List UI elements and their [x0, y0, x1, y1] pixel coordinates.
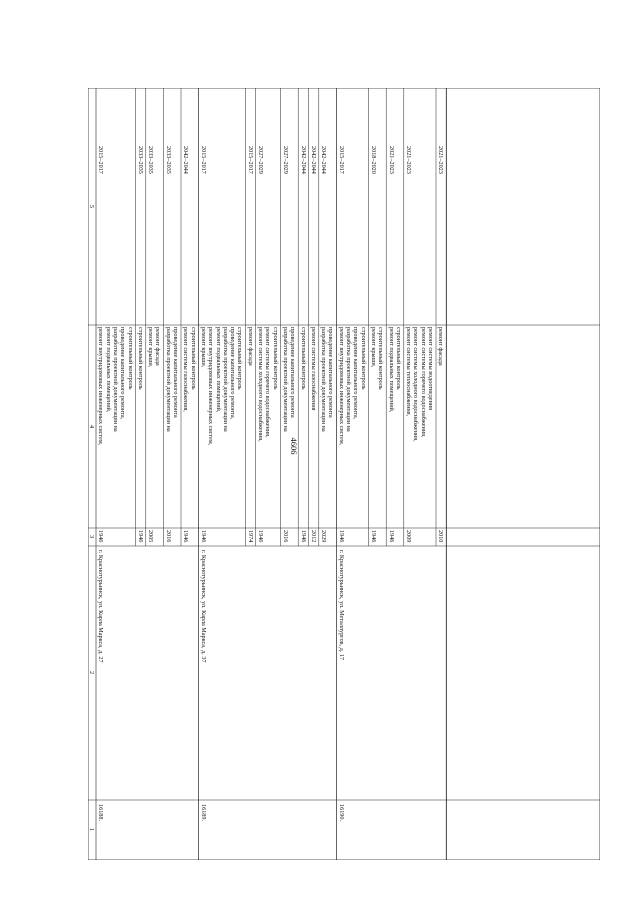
row-work-line: ремонт крыши, [199, 327, 207, 368]
row-work-line: ремонт системы горячего водоснабжения, [419, 327, 427, 438]
row-work-line: ремонт системы газоснабжения, [182, 327, 190, 412]
row-work-line: проведение капитального ремонта [172, 327, 179, 418]
row-address: г. Краснотурьинск, ул. Металлургов, д. 17 [337, 550, 345, 661]
row-year: 1946 [257, 530, 264, 543]
row-period: 2021–2023 [437, 146, 445, 174]
rotated-table [88, 88, 600, 860]
row-period: 2015–2017 [337, 146, 345, 174]
row-work-line: разработка проектной документации на [221, 327, 229, 432]
row-work-line: строительный контроль [394, 327, 402, 390]
row-work-line: проведение капитального ремонта, [119, 327, 127, 420]
page-number: 4606 [289, 437, 299, 455]
row-period: 2015–2017 [246, 146, 254, 174]
row-year: 2009 [405, 530, 413, 543]
row-work-line: ремонт крыши, [369, 327, 377, 368]
row-year: 2016 [281, 530, 289, 543]
header-col-3: 3 [88, 535, 95, 539]
row-work-line: ремонт системы водоотведения [427, 327, 434, 410]
row-work-line: ремонт внутридомовых инженерных систем, [97, 327, 105, 446]
row-work-line: проведение капитального ремонта [289, 327, 297, 418]
table-grid [88, 88, 600, 860]
row-year: 2005 [147, 530, 155, 543]
row-work-line: строительный контроль [189, 327, 197, 390]
row-work-line: ремонт внутридомовых инженерных систем, [337, 327, 345, 446]
row-period: 2033–2035 [147, 146, 155, 174]
row-work-line: проведение капитального ремонта, [352, 327, 360, 420]
row-number: 16189. [199, 804, 207, 822]
row-work-line: ремонт системы теплоснабжения, [405, 327, 413, 417]
row-period: 2033–2035 [136, 146, 144, 174]
row-period: 2015–2017 [199, 146, 207, 174]
row-year: 2016 [164, 530, 172, 543]
row-period: 2042–2044 [309, 146, 317, 174]
row-work-line: ремонт фасада [154, 327, 162, 366]
row-work-line: разработка проектной документации на [345, 327, 352, 432]
row-work-line: ремонт внутридомовых инженерных систем, [207, 327, 215, 446]
row-work-line: ремонт фасада [246, 327, 254, 366]
row-year: 2010 [437, 530, 445, 543]
row-work-line: разработка проектной документации на [320, 327, 328, 432]
row-period: 2021–2023 [387, 146, 395, 174]
row-address: г. Краснотурьинск, ул. Карла Маркса, д. 37 [199, 550, 207, 663]
row-year: 1974 [246, 530, 254, 543]
row-period: 2027–2029 [281, 146, 289, 174]
row-year: 1946 [337, 530, 345, 543]
row-work-line: ремонт системы холодного водоснабжения, [412, 327, 420, 442]
row-work-line: строительный контроль [136, 327, 144, 390]
header-col-5: 5 [88, 204, 95, 208]
row-work-line: ремонт подвальных помещений, [104, 327, 112, 413]
row-work-line: строительный контроль [271, 327, 279, 390]
row-year: 2029 [320, 530, 328, 543]
row-year: 1946 [136, 530, 144, 543]
row-period: 2033–2035 [164, 146, 172, 174]
header-col-1: 1 [88, 828, 95, 832]
row-period: 2042–2044 [299, 146, 307, 174]
row-work-line: строительный контроль [299, 327, 307, 390]
row-work-line: разработка проектной документации на [111, 327, 119, 432]
row-work-line: строительный контроль [236, 327, 244, 390]
row-work-line: разработка проектной документации на [281, 327, 289, 432]
row-work-line: ремонт системы холодного водоснабжения, [257, 327, 264, 442]
row-work-line: ремонт подвальных помещений, [387, 327, 395, 413]
row-period: 2021–2023 [405, 146, 413, 174]
row-year: 2012 [309, 530, 317, 543]
row-work-line: ремонт системы газоснабжения [309, 327, 317, 411]
row-year: 1946 [387, 530, 395, 543]
row-work-line: ремонт крыши, [147, 327, 155, 368]
row-work-line: ремонт системы горячего водоснабжения, [264, 327, 272, 438]
row-work-line: строительный контроль [126, 327, 134, 390]
row-period: 2027–2029 [257, 146, 264, 174]
row-work-line: проведение капитального ремонта [327, 327, 335, 418]
row-work-line: ремонт подвальных помещений, [214, 327, 222, 413]
row-year: 1946 [182, 530, 190, 543]
row-year: 1946 [299, 530, 307, 543]
row-address: г. Краснотурьинск, ул. Карла Маркса, д. 27 [97, 550, 105, 663]
row-period: 2015–2017 [97, 146, 105, 174]
row-period: 2018–2020 [369, 146, 377, 174]
header-col-4: 4 [88, 424, 95, 428]
row-number: 16188. [97, 804, 105, 822]
row-period: 2042–2044 [320, 146, 328, 174]
row-work-line: строительный контроль [359, 327, 367, 390]
row-number: 16190. [337, 804, 345, 822]
row-year: 1946 [97, 530, 105, 543]
row-period: 2042–2044 [182, 146, 190, 174]
row-year: 1946 [369, 530, 377, 543]
header-col-2: 2 [88, 671, 95, 675]
row-work-line: разработка проектной документации на [164, 327, 172, 432]
row-year: 1946 [199, 530, 207, 543]
row-work-line: строительный контроль [377, 327, 385, 390]
row-work-line: проведение капитального ремонта, [229, 327, 237, 420]
row-work-line: ремонт фасада [437, 327, 445, 366]
